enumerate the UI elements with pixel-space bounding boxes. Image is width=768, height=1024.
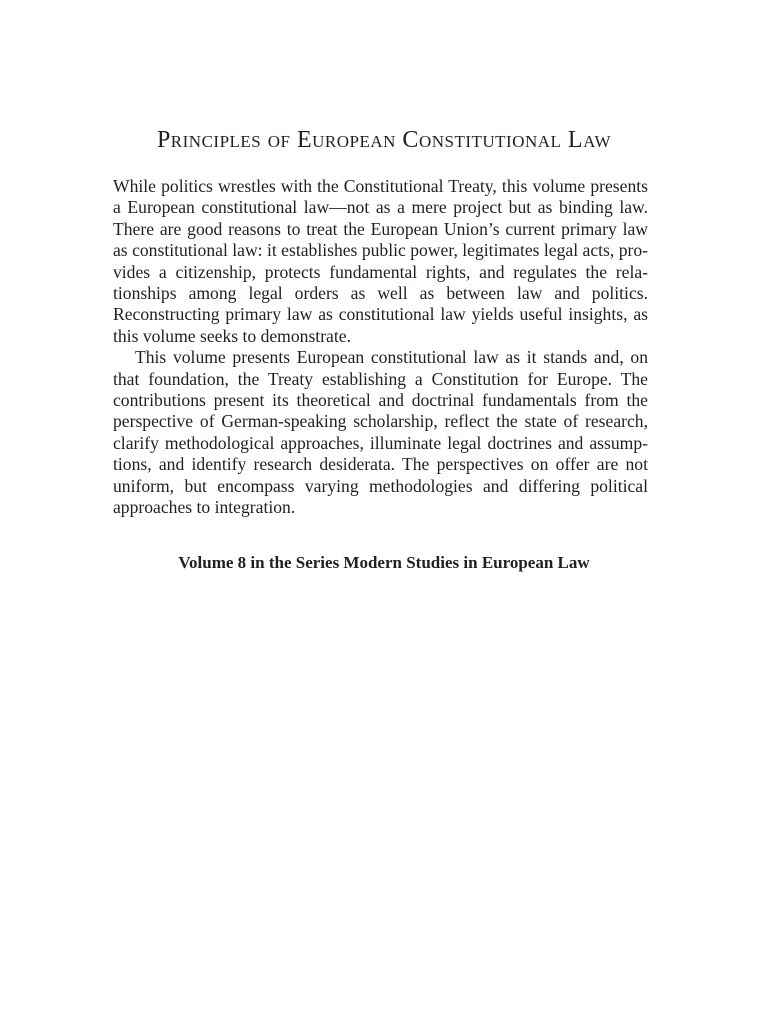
text-line: contributions present its theoretical and doctrinal fundamentals from the <box>113 390 648 411</box>
blurb <box>113 176 648 519</box>
text-line: approaches to integration. <box>113 497 296 518</box>
text-line: This volume presents European constitutional law as it stands and, on <box>135 347 648 368</box>
text-line: uniform, but encompass varying methodologies and differing political <box>113 475 648 496</box>
text-line: tions, and identify research desiderata. The perspectives on offer are not <box>113 454 648 475</box>
text-line: clarify methodological approaches, illuminate legal doctrines and assump- <box>113 432 648 453</box>
text-line: a European constitutional law—not as a mere project but as binding law. <box>113 197 648 218</box>
series-note: Volume 8 in the Series Modern Studies in European Law <box>178 553 590 572</box>
text-line: as constitutional law: it establishes public power, legitimates legal acts, pro- <box>113 240 648 261</box>
text-line: vides a citizenship, protects fundamental rights, and regulates the rela- <box>113 261 648 282</box>
blurb-paragraph-2 <box>113 347 648 518</box>
text-line: Reconstructing primary law as constitutional law yields useful insights, as <box>113 304 648 325</box>
text-line: While politics wrestles with the Constitutional Treaty, this volume presents <box>113 176 648 196</box>
text-line: that foundation, the Treaty establishing a Constitution for Europe. The <box>113 368 648 389</box>
blurb-paragraph-1 <box>113 176 648 347</box>
text-line: There are good reasons to treat the European Union’s current primary law <box>113 218 648 239</box>
book-title: Principles of European Constitutional Law <box>156 127 612 153</box>
text-line: tionships among legal orders as well as between law and politics. <box>113 283 648 304</box>
text-line: this volume seeks to demonstrate. <box>113 325 351 346</box>
text-line: perspective of German-speaking scholarship, reflect the state of research, <box>113 411 648 432</box>
